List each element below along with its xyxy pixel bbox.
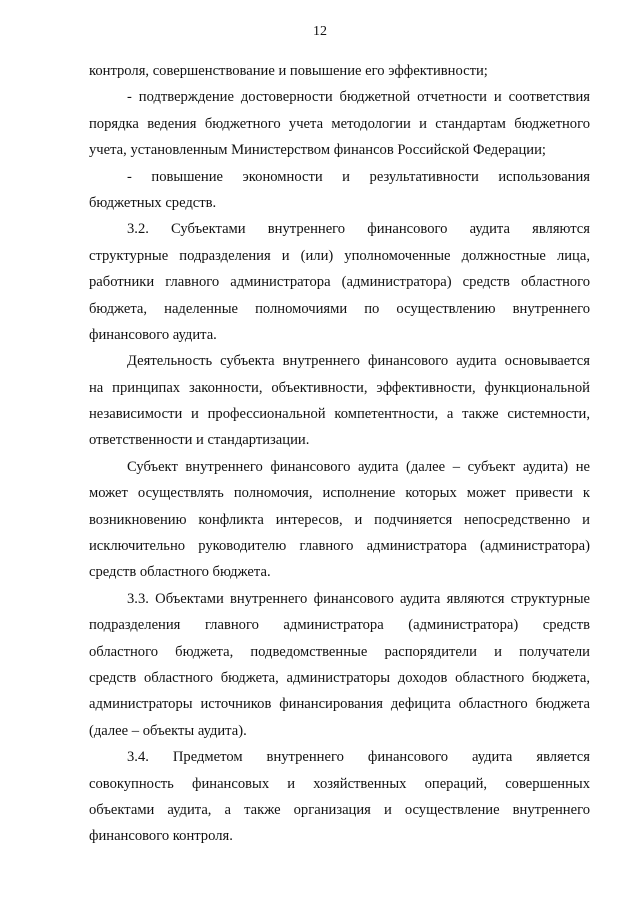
text-line: подразделения главного администратора (администратора) средств xyxy=(89,617,590,634)
text-line: 3.4. Предметом внутреннего финансового аудита является xyxy=(127,749,590,766)
text-line: - повышение экономности и результативности использования xyxy=(127,168,590,185)
text-line: порядка ведения бюджетного учета методологии и стандартам бюджетного xyxy=(89,115,590,132)
text-line: возникновению конфликта интересов, и подчиняется непосредственно и xyxy=(89,511,590,528)
text-line: объектами аудита, а также организация и осуществление внутреннего xyxy=(89,801,590,818)
text-line: исключительно руководителю главного администратора (администратора) xyxy=(89,538,590,555)
text-line: ответственности и стандартизации. xyxy=(89,432,310,449)
text-line: на принципах законности, объективности, эффективности, функциональной xyxy=(89,379,590,396)
text-line: работники главного администратора (администратора) средств областного xyxy=(89,274,590,291)
text-line: 3.2. Субъектами внутреннего финансового аудита являются xyxy=(127,221,590,238)
text-line: (далее – объекты аудита). xyxy=(89,722,247,739)
text-line: структурные подразделения и (или) уполномоченные должностные лица, xyxy=(89,247,590,264)
text-line: совокупность финансовых и хозяйственных операций, совершенных xyxy=(89,775,590,792)
text-line: контроля, совершенствование и повышение его эффективности; xyxy=(89,63,488,79)
body-text xyxy=(89,58,590,850)
page-number: 12 xyxy=(313,24,327,39)
text-line: - подтверждение достоверности бюджетной отчетности и соответствия xyxy=(127,89,590,106)
text-line: Деятельность субъекта внутреннего финансового аудита основывается xyxy=(127,353,590,370)
text-line: бюджета, наделенные полномочиями по осуществлению внутреннего xyxy=(89,300,590,317)
text-line: финансового аудита. xyxy=(89,326,217,343)
text-line: финансового контроля. xyxy=(89,828,233,845)
text-line: учета, установленным Министерством финансов Российской Федерации; xyxy=(89,142,546,159)
text-line: независимости и профессиональной компетентности, а также системности, xyxy=(89,406,590,423)
text-line: Субъект внутреннего финансового аудита (далее – субъект аудита) не xyxy=(127,458,590,475)
text-line: администраторы источников финансирования дефицита областного бюджета xyxy=(89,696,590,713)
text-line: бюджетных средств. xyxy=(89,194,217,211)
text-line: средств областного бюджета, администраторы доходов областного бюджета, xyxy=(89,669,590,686)
text-line: может осуществлять полномочия, исполнение которых может привести к xyxy=(89,485,590,502)
text-line: 3.3. Объектами внутреннего финансового аудита являются структурные xyxy=(127,590,590,607)
text-line: средств областного бюджета. xyxy=(89,564,271,581)
text-line: областного бюджета, подведомственные распорядители и получатели xyxy=(89,643,590,660)
